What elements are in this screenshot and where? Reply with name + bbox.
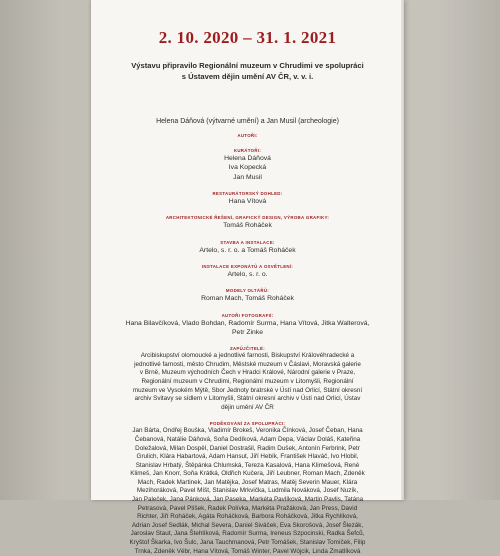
section-line: Petr Zinke: [232, 328, 263, 336]
section-line: v Brně, Muzeum východních Čech v Hradci Králové, Národní galerie v Praze,: [139, 369, 356, 377]
section-line: Klimeš, Jan Knorr, Soňa Krátká, Oldřich Kučera, Jiří Leubner, Roman Mach, Zdeněk: [130, 470, 365, 478]
section-line: Hana Bilavčíková, Vlado Bohdan, Radomír Surma, Hana Vítová, Jitka Walterová,: [125, 319, 370, 327]
section-line: Jan Bárta, Ondřej Bouška, Vladimír Brokeš, Veronika Čínková, Josef Čeban, Hana: [132, 427, 363, 435]
section-title: RESTAURÁTORSKÝ DOHLED:: [212, 191, 283, 197]
intro-text: [91, 61, 404, 82]
credits-section: [91, 133, 404, 139]
section-body: [91, 154, 404, 182]
section-line: Artelo, s. r. o.: [227, 270, 268, 278]
credits-section: [91, 148, 404, 182]
section-line: muzeum ve Vysokém Mýtě, Sbor Jednoty bratrské v Ústí nad Orlicí, Státní okresní: [132, 386, 363, 394]
section-line: Iva Kopecká: [228, 164, 267, 172]
exhibition-dates: 2. 10. 2020 – 31. 1. 2021: [158, 28, 337, 47]
credits-section: [91, 346, 404, 412]
credits-section: [91, 215, 404, 230]
section-body: [91, 352, 404, 412]
section-title: STAVBA A INSTALACE:: [220, 239, 275, 245]
section-line: Artelo, s. r. o. a Tomáš Roháček: [199, 246, 296, 254]
panel-content: [91, 0, 404, 556]
section-line: Jan Paleček, Jana Pánková, Jan Paseka, Markéta Pavlíková, Martin Pavlis, Tatána: [131, 496, 364, 504]
section-body: [91, 270, 404, 279]
section-line: Tomáš Roháček: [223, 222, 272, 230]
credits-sections: [91, 133, 404, 556]
credits-section: [91, 313, 404, 338]
section-line: Čebanová, Natálie Dáňová, Soňa Dedíková, Adam Depa, Václav Doláš, Kateřina: [134, 435, 361, 443]
section-line: Hana Vítová: [228, 198, 267, 206]
intro-line: s Ústavem dějin umění AV ČR, v. v. i.: [181, 71, 314, 81]
exhibition-credits-panel: [91, 0, 404, 555]
section-line: Regionální muzeum v Chrudimi, Regionální muzeum v Litomyšli, Regionální: [141, 377, 354, 385]
section-line: Jan Musil: [233, 173, 262, 181]
section-line: Mezihoráková, Pavel Míšt, Stanislav Mrkvička, Ludmila Nováková, Josef Nuzík,: [136, 487, 359, 495]
section-body: [91, 319, 404, 338]
section-title: MODELY OLTÁŘŮ:: [225, 288, 270, 294]
intro-line: Výstavu připravilo Regionální muzeum v Chrudimi ve spolupráci: [131, 61, 364, 70]
section-line: Roman Mach, Tomáš Roháček: [201, 295, 294, 303]
authors-line: Helena Dáňová (výtvarné umění) a Jan Musil (archeologie): [156, 118, 339, 126]
credits-section: [91, 240, 404, 255]
section-line: Trnka, Zdeněk Vébr, Hana Vítová, Tomáš Winter, Pavel Wójcik, Linda Zmatlíková: [134, 547, 361, 555]
section-line: jednotlivé farnosti, město Chrudim, Městské muzeum v Čáslavi, Moravská galerie: [134, 360, 361, 368]
section-title: ZAPŮJČITELÉ:: [229, 346, 266, 352]
section-line: archiv Svitavy se sídlem v Litomyšli, Státní okresní archiv v Ústí nad Orlicí, Ústav: [134, 395, 361, 403]
section-body: [91, 246, 404, 255]
section-body: [91, 294, 404, 303]
section-line: Petrasová, Pavel Plíšek, Radek Polívka, Markéta Pražáková, Jan Press, David: [137, 504, 358, 512]
section-title: KURÁTOŘI:: [233, 148, 262, 154]
section-line: Grulich, Klára Habartová, Adam Hansut, Jiří Hebík, František Hlaváč, Ivo Hlobil,: [136, 453, 359, 461]
section-title: INSTALACE EXPONÁTŮ A OSVĚTLENÍ:: [201, 263, 294, 269]
section-body: [91, 221, 404, 230]
section-line: dějin umění AV ČR: [221, 403, 274, 411]
section-line: Richter, Jiří Roháček, Agáta Roháčková, Barbora Roháčková, Jitka Rychlíková,: [137, 513, 358, 521]
section-body: [91, 427, 404, 556]
section-line: Jaroslav Staut, Jana Štehlíková, Radomír Surma, Ireneus Szpocinski, Radka Šefců,: [130, 530, 365, 538]
section-line: Doležalová, Milan Dospěl, Daniel Dostrašil, Radim Dušek, Antonín Ferbrink, Petr: [135, 444, 360, 452]
credits-section: [91, 288, 404, 303]
section-line: Arcibiskupství olomoucké a jednotlivé farnosti, Biskupství Královéhradecké a: [140, 352, 355, 360]
section-title: PODĚKOVÁNÍ ZA SPOLUPRÁCI:: [209, 421, 286, 427]
section-line: Mach, Radek Martinek, Jan Matějka, Josef Matras, Matěj Severin Mauer, Klára: [137, 478, 358, 486]
credits-section: [91, 264, 404, 279]
section-title: AUTOŘI FOTOGRAFIÍ:: [221, 312, 274, 318]
credits-section: [91, 191, 404, 206]
section-body: [91, 197, 404, 206]
section-title: AUTOŘI:: [237, 133, 258, 139]
section-line: Kryštof Škarka, Ivo Šulc, Jana Tauchmanová, Petr Tomášek, Stanislav Tomíček, Filip: [129, 539, 366, 547]
section-line: Adrian Josef Sedlák, Michal Severa, Daniel Siváček, Eva Skorošová, Josef Šlezák,: [131, 521, 364, 529]
credits-section: [91, 421, 404, 556]
section-title: ARCHITEKTONICKÉ ŘEŠENÍ, GRAFICKÝ DESIGN, VÝROBA GRAFIKY:: [165, 215, 330, 221]
section-line: Stanislav Hrbatý, Štěpánka Chlumská, Tereza Kasalová, Hana Klimešová, René: [135, 461, 360, 469]
section-line: Helena Dáňová: [224, 155, 271, 163]
